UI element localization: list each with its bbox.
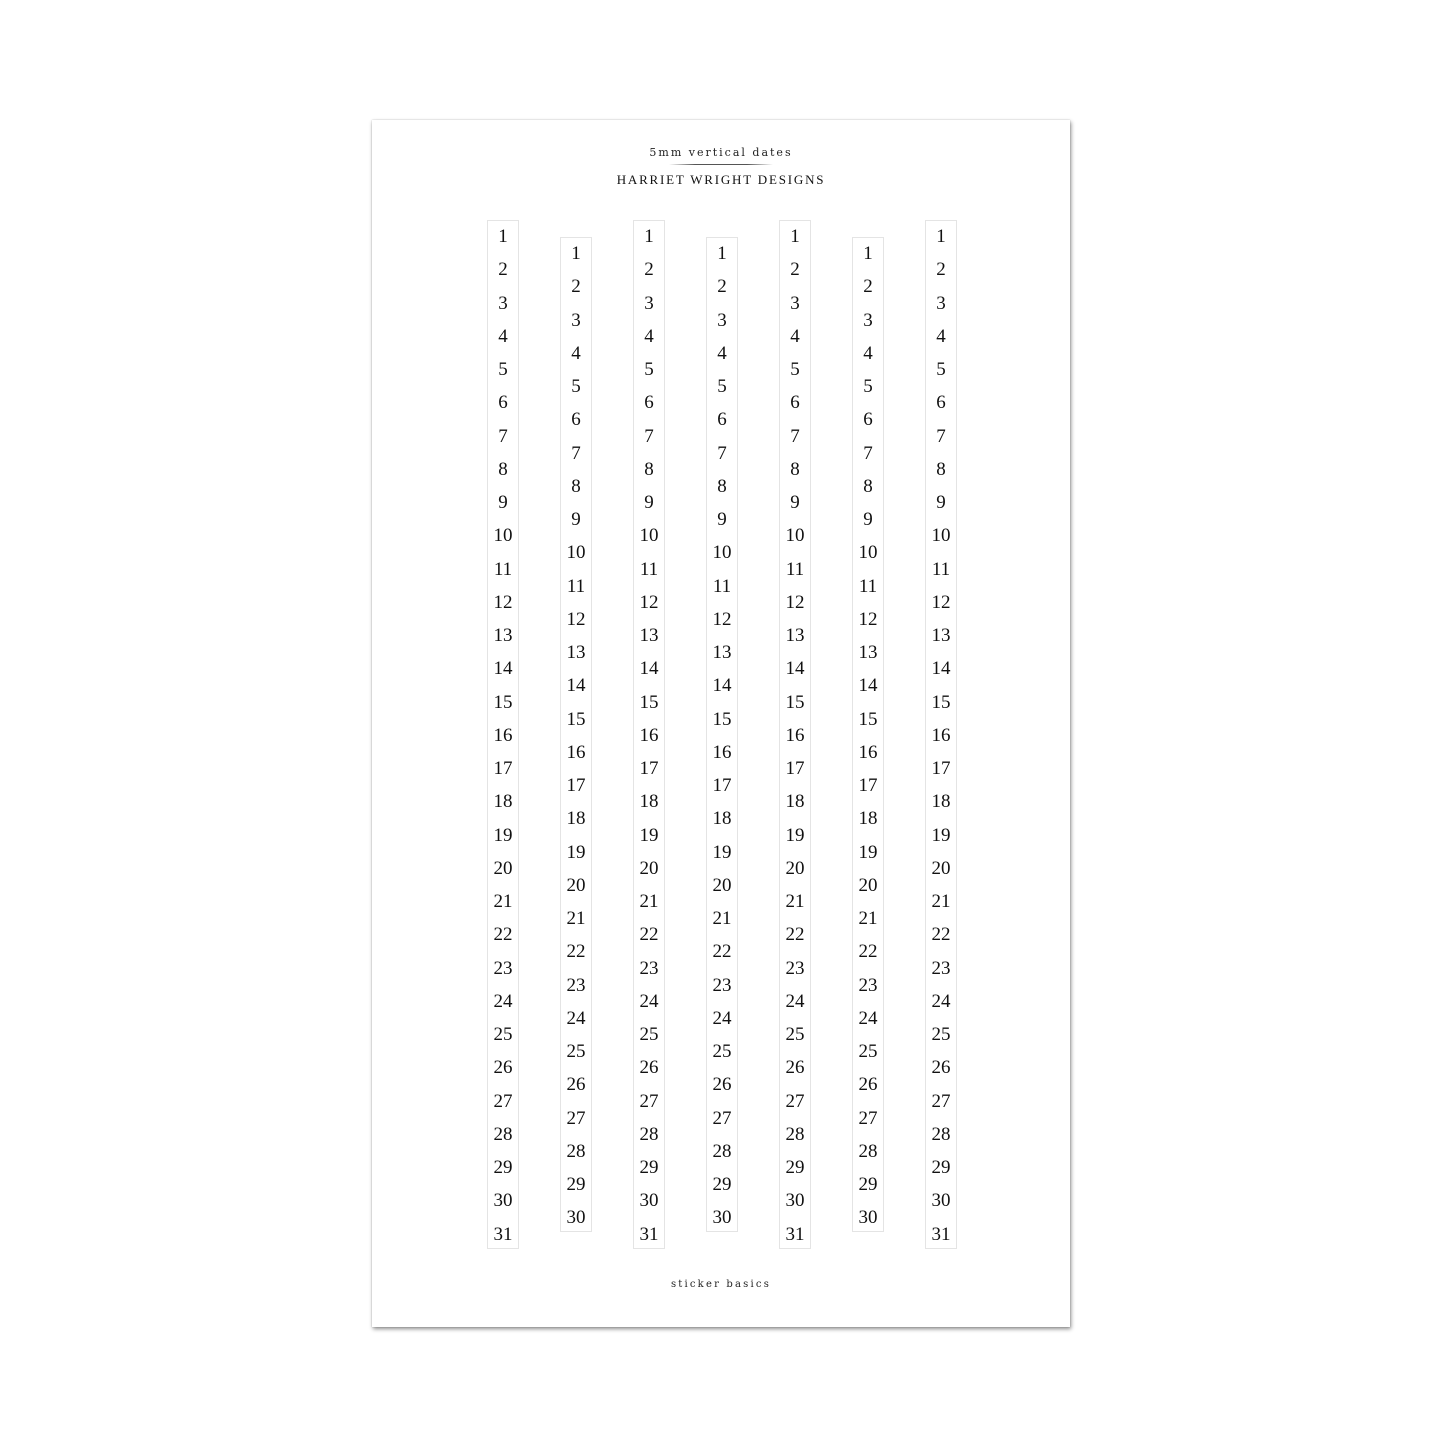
date-number: 13 — [639, 625, 659, 646]
date-number: 16 — [493, 724, 513, 746]
date-number: 17 — [785, 758, 805, 779]
date-number: 14 — [639, 658, 659, 680]
date-number: 23 — [493, 957, 513, 979]
date-number: 22 — [858, 941, 878, 963]
date-number: 15 — [785, 691, 805, 713]
date-number: 2 — [863, 276, 873, 298]
date-number: 8 — [498, 458, 508, 480]
date-number: 1 — [790, 226, 800, 247]
date-number: 5 — [498, 359, 508, 380]
date-number: 24 — [712, 1007, 732, 1029]
date-number: 26 — [858, 1074, 878, 1096]
date-number: 19 — [785, 824, 805, 846]
date-number: 20 — [785, 857, 805, 879]
date-number: 10 — [785, 525, 805, 547]
date-number: 15 — [858, 708, 878, 730]
date-number: 23 — [931, 957, 951, 979]
date-number: 8 — [644, 458, 654, 480]
date-number: 5 — [717, 376, 727, 397]
date-number: 29 — [785, 1157, 805, 1178]
date-number: 18 — [931, 791, 951, 813]
sheet-footer: sticker basics — [670, 1279, 772, 1290]
title-divider — [669, 164, 773, 165]
date-number: 18 — [712, 808, 732, 830]
date-number: 6 — [863, 409, 873, 431]
date-number: 27 — [931, 1090, 951, 1112]
date-number: 30 — [493, 1190, 513, 1212]
date-number: 29 — [566, 1174, 586, 1195]
date-number: 3 — [863, 309, 873, 331]
date-number: 30 — [712, 1207, 732, 1229]
date-number: 16 — [931, 724, 951, 746]
date-number: 3 — [936, 292, 946, 314]
date-number: 6 — [790, 392, 800, 414]
date-number: 30 — [785, 1190, 805, 1212]
date-number: 9 — [936, 492, 946, 513]
date-number: 17 — [493, 758, 513, 779]
date-number: 28 — [858, 1140, 878, 1162]
date-number: 19 — [493, 824, 513, 846]
date-number: 22 — [712, 941, 732, 963]
date-number: 2 — [644, 259, 654, 281]
date-number: 19 — [712, 841, 732, 863]
date-number: 20 — [712, 874, 732, 896]
date-number: 28 — [639, 1123, 659, 1145]
date-number: 15 — [639, 691, 659, 713]
date-number: 13 — [493, 625, 513, 646]
date-number: 8 — [571, 475, 581, 497]
date-number: 4 — [498, 325, 508, 347]
date-number: 31 — [931, 1223, 951, 1245]
date-number: 17 — [858, 775, 878, 796]
date-number: 11 — [566, 575, 586, 597]
date-number: 4 — [790, 325, 800, 347]
date-number: 27 — [785, 1090, 805, 1112]
sticker-sheet — [372, 120, 1070, 1327]
date-number: 14 — [858, 675, 878, 697]
date-number: 2 — [790, 259, 800, 281]
date-number: 14 — [931, 658, 951, 680]
date-number: 10 — [712, 542, 732, 564]
date-number: 21 — [712, 908, 732, 929]
date-number: 24 — [639, 990, 659, 1012]
date-number: 1 — [644, 226, 654, 247]
date-number: 12 — [858, 608, 878, 630]
date-number: 6 — [571, 409, 581, 431]
date-number: 14 — [566, 675, 586, 697]
date-strip — [633, 220, 665, 1249]
date-number: 26 — [493, 1057, 513, 1079]
date-number: 6 — [717, 409, 727, 431]
date-number: 4 — [863, 342, 873, 364]
date-number: 9 — [571, 509, 581, 530]
date-number: 21 — [858, 908, 878, 929]
date-number: 31 — [639, 1223, 659, 1245]
date-number: 7 — [863, 442, 873, 464]
date-number: 2 — [498, 259, 508, 281]
date-number: 6 — [936, 392, 946, 414]
date-number: 11 — [785, 558, 805, 580]
date-number: 2 — [717, 276, 727, 298]
date-number: 26 — [931, 1057, 951, 1079]
date-number: 24 — [931, 990, 951, 1012]
date-number: 6 — [498, 392, 508, 414]
date-number: 23 — [712, 974, 732, 996]
date-strip — [779, 220, 811, 1249]
date-number: 7 — [644, 425, 654, 447]
date-number: 22 — [493, 924, 513, 946]
date-number: 11 — [493, 558, 513, 580]
date-number: 12 — [712, 608, 732, 630]
date-number: 18 — [785, 791, 805, 813]
date-number: 3 — [644, 292, 654, 314]
date-number: 7 — [790, 425, 800, 447]
date-number: 11 — [931, 558, 951, 580]
date-number: 26 — [785, 1057, 805, 1079]
date-number: 27 — [858, 1107, 878, 1129]
date-number: 28 — [566, 1140, 586, 1162]
date-number: 11 — [712, 575, 732, 597]
date-number: 4 — [936, 325, 946, 347]
date-number: 13 — [712, 642, 732, 663]
date-number: 7 — [717, 442, 727, 464]
date-number: 30 — [931, 1190, 951, 1212]
date-number: 23 — [639, 957, 659, 979]
date-number: 16 — [712, 741, 732, 763]
date-number: 22 — [785, 924, 805, 946]
date-number: 4 — [644, 325, 654, 347]
date-number: 25 — [566, 1041, 586, 1062]
date-number: 25 — [639, 1024, 659, 1045]
date-number: 30 — [639, 1190, 659, 1212]
date-number: 3 — [571, 309, 581, 331]
date-number: 16 — [639, 724, 659, 746]
date-number: 23 — [785, 957, 805, 979]
date-number: 1 — [717, 243, 727, 264]
date-number: 5 — [644, 359, 654, 380]
date-number: 19 — [858, 841, 878, 863]
date-number: 17 — [931, 758, 951, 779]
date-number: 22 — [639, 924, 659, 946]
date-number: 25 — [858, 1041, 878, 1062]
date-number: 28 — [785, 1123, 805, 1145]
date-number: 25 — [493, 1024, 513, 1045]
date-number: 21 — [931, 891, 951, 912]
date-number: 15 — [566, 708, 586, 730]
date-number: 9 — [644, 492, 654, 513]
date-strip — [925, 220, 957, 1249]
date-number: 1 — [936, 226, 946, 247]
date-number: 21 — [639, 891, 659, 912]
date-number: 5 — [571, 376, 581, 397]
date-number: 7 — [571, 442, 581, 464]
date-number: 12 — [566, 608, 586, 630]
brand-title: HARRIET WRIGHT DESIGNS — [616, 172, 826, 187]
date-number: 14 — [712, 675, 732, 697]
date-number: 13 — [566, 642, 586, 663]
date-number: 30 — [566, 1207, 586, 1229]
date-number: 2 — [571, 276, 581, 298]
date-number: 11 — [858, 575, 878, 597]
date-number: 19 — [639, 824, 659, 846]
date-number: 29 — [712, 1174, 732, 1195]
date-number: 10 — [566, 542, 586, 564]
date-number: 27 — [566, 1107, 586, 1129]
date-number: 5 — [790, 359, 800, 380]
date-number: 20 — [858, 874, 878, 896]
date-number: 29 — [493, 1157, 513, 1178]
date-number: 6 — [644, 392, 654, 414]
date-number: 16 — [785, 724, 805, 746]
date-number: 20 — [931, 857, 951, 879]
date-number: 12 — [785, 591, 805, 613]
date-number: 12 — [931, 591, 951, 613]
date-number: 11 — [639, 558, 659, 580]
date-number: 18 — [493, 791, 513, 813]
date-number: 12 — [639, 591, 659, 613]
date-number: 24 — [858, 1007, 878, 1029]
sheet-subtitle: 5mm vertical dates — [649, 146, 793, 159]
date-number: 9 — [790, 492, 800, 513]
date-number: 12 — [493, 591, 513, 613]
date-number: 28 — [493, 1123, 513, 1145]
date-number: 9 — [498, 492, 508, 513]
date-number: 5 — [863, 376, 873, 397]
date-number: 28 — [712, 1140, 732, 1162]
date-number: 23 — [566, 974, 586, 996]
date-number: 21 — [566, 908, 586, 929]
date-number: 18 — [858, 808, 878, 830]
date-number: 21 — [493, 891, 513, 912]
date-strip — [560, 237, 592, 1232]
date-strip — [487, 220, 519, 1249]
date-number: 29 — [858, 1174, 878, 1195]
date-number: 4 — [571, 342, 581, 364]
date-number: 14 — [785, 658, 805, 680]
date-number: 21 — [785, 891, 805, 912]
date-number: 24 — [785, 990, 805, 1012]
date-number: 14 — [493, 658, 513, 680]
date-number: 9 — [717, 509, 727, 530]
date-number: 20 — [493, 857, 513, 879]
date-number: 30 — [858, 1207, 878, 1229]
date-number: 3 — [717, 309, 727, 331]
date-number: 25 — [931, 1024, 951, 1045]
date-number: 19 — [931, 824, 951, 846]
date-number: 29 — [931, 1157, 951, 1178]
date-number: 7 — [498, 425, 508, 447]
date-number: 8 — [936, 458, 946, 480]
date-number: 8 — [790, 458, 800, 480]
date-number: 10 — [639, 525, 659, 547]
date-number: 22 — [566, 941, 586, 963]
date-number: 28 — [931, 1123, 951, 1145]
date-number: 15 — [493, 691, 513, 713]
date-number: 24 — [493, 990, 513, 1012]
date-number: 23 — [858, 974, 878, 996]
date-number: 18 — [566, 808, 586, 830]
date-number: 27 — [639, 1090, 659, 1112]
date-number: 31 — [785, 1223, 805, 1245]
date-number: 3 — [790, 292, 800, 314]
date-number: 13 — [858, 642, 878, 663]
date-number: 26 — [566, 1074, 586, 1096]
date-number: 10 — [858, 542, 878, 564]
date-number: 8 — [717, 475, 727, 497]
date-number: 3 — [498, 292, 508, 314]
date-number: 27 — [712, 1107, 732, 1129]
date-number: 13 — [931, 625, 951, 646]
date-number: 16 — [566, 741, 586, 763]
date-number: 19 — [566, 841, 586, 863]
date-strip — [706, 237, 738, 1232]
date-number: 25 — [785, 1024, 805, 1045]
date-number: 5 — [936, 359, 946, 380]
date-number: 10 — [493, 525, 513, 547]
date-number: 17 — [566, 775, 586, 796]
date-number: 31 — [493, 1223, 513, 1245]
date-number: 26 — [639, 1057, 659, 1079]
date-number: 15 — [931, 691, 951, 713]
date-number: 18 — [639, 791, 659, 813]
date-strip — [852, 237, 884, 1232]
date-number: 20 — [566, 874, 586, 896]
date-number: 16 — [858, 741, 878, 763]
date-number: 7 — [936, 425, 946, 447]
date-number: 9 — [863, 509, 873, 530]
date-number: 29 — [639, 1157, 659, 1178]
date-number: 1 — [571, 243, 581, 264]
date-number: 2 — [936, 259, 946, 281]
date-number: 26 — [712, 1074, 732, 1096]
date-number: 1 — [863, 243, 873, 264]
date-number: 1 — [498, 226, 508, 247]
date-number: 8 — [863, 475, 873, 497]
date-number: 17 — [639, 758, 659, 779]
date-number: 17 — [712, 775, 732, 796]
date-number: 4 — [717, 342, 727, 364]
date-number: 24 — [566, 1007, 586, 1029]
date-number: 25 — [712, 1041, 732, 1062]
date-number: 10 — [931, 525, 951, 547]
date-number: 13 — [785, 625, 805, 646]
date-number: 20 — [639, 857, 659, 879]
date-number: 15 — [712, 708, 732, 730]
date-number: 27 — [493, 1090, 513, 1112]
date-number: 22 — [931, 924, 951, 946]
